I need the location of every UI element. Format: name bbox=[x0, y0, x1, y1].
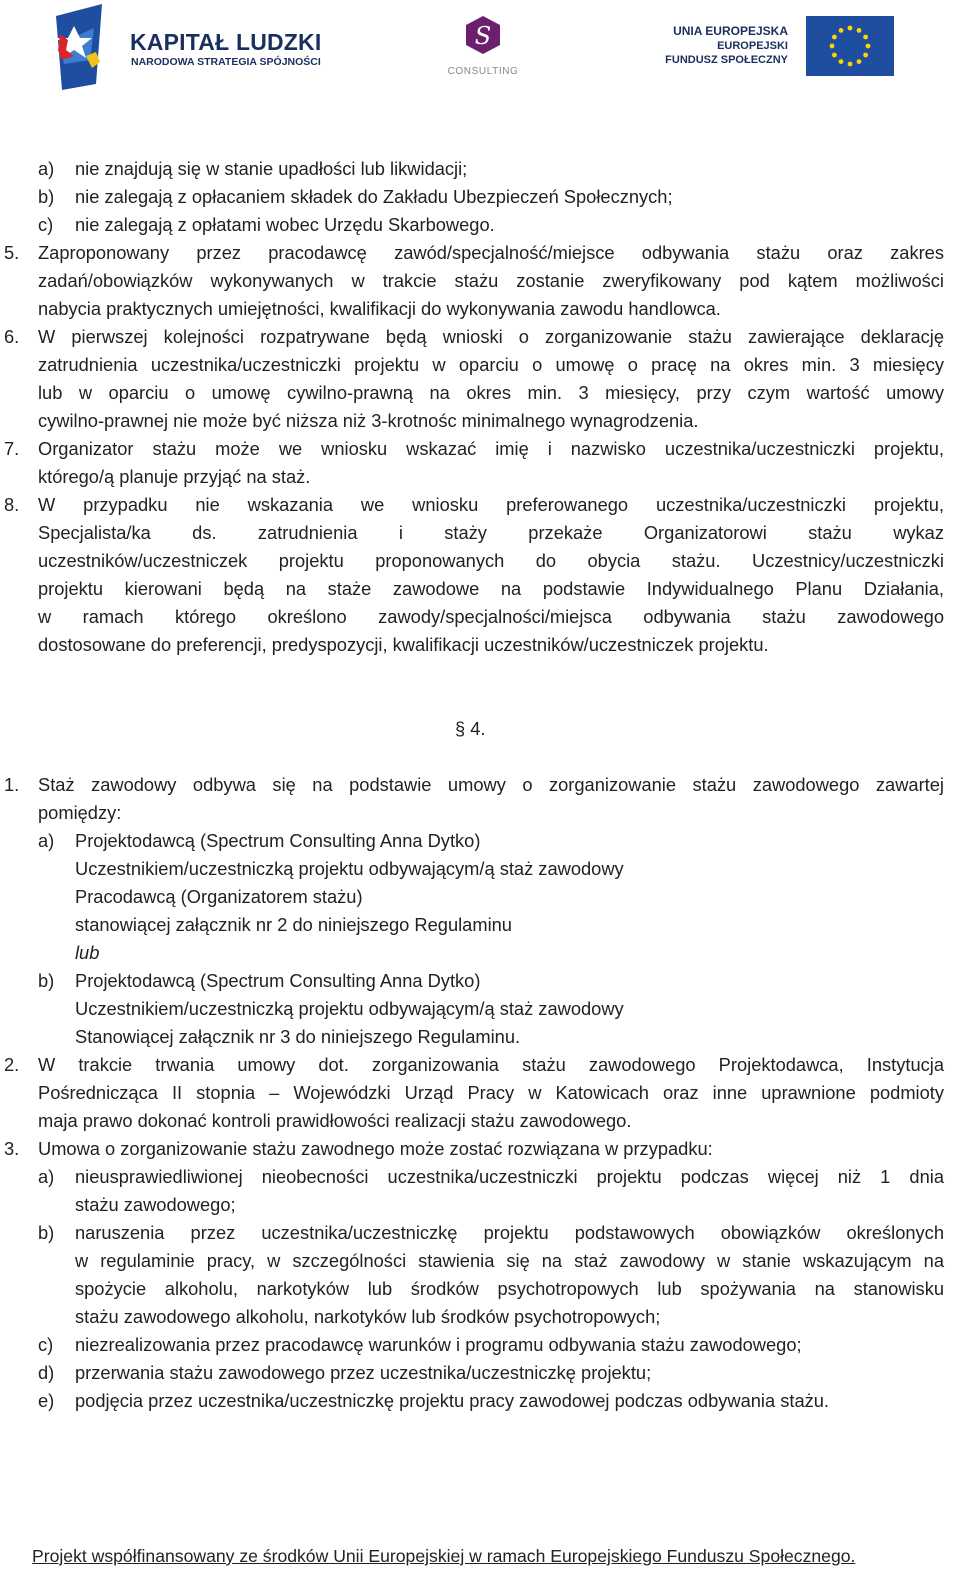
paragraph-line: pomiędzy: bbox=[38, 802, 122, 823]
eu-flag-icon bbox=[806, 16, 894, 76]
list-item-text: stanowiącej załącznik nr 2 do niniejszego Regulaminu bbox=[75, 914, 512, 935]
page-footer: Projekt współfinansowany ze środków Unii Europejskiej w ramach Europejskiego Funduszu Społecznego. bbox=[32, 1546, 856, 1566]
list-item-text: Uczestnikiem/uczestniczką projektu odbywającym/ą staż zawodowy bbox=[75, 998, 624, 1019]
list-marker: d) bbox=[38, 1362, 55, 1383]
kapital-ludzki-emblem-icon bbox=[52, 4, 122, 90]
list-item-text: nie zalegają z opłatami wobec Urzędu Skarbowego. bbox=[75, 214, 495, 235]
paragraph-line: W przypadku nie wskazania we wniosku preferowanego uczestnika/uczestniczki projektu, bbox=[38, 494, 944, 515]
page-header bbox=[0, 0, 960, 100]
paragraph-line: Staż zawodowy odbywa się na podstawie umowy o zorganizowanie stażu zawodowego zawartej bbox=[38, 774, 944, 795]
section-heading: § 4. bbox=[455, 718, 486, 739]
paragraph-line: Zaproponowany przez pracodawcę zawód/specjalność/miejsce odbywania stażu oraz zakres bbox=[38, 242, 944, 263]
paragraph-number: 1. bbox=[4, 774, 20, 795]
list-item-text: stażu zawodowego alkoholu, narkotyków lub środków psychotropowych; bbox=[75, 1306, 661, 1327]
list-marker: c) bbox=[38, 1334, 54, 1355]
list-marker: c) bbox=[38, 214, 54, 235]
list-item-text: w regulaminie pracy, w szczególności stawienia się na staż zawodowy w stanie wskazującym na bbox=[75, 1250, 944, 1271]
paragraph-line: maja prawo dokonać kontroli prawidłowości realizacji stażu zawodowego. bbox=[38, 1110, 632, 1131]
consulting-label: CONSULTING bbox=[447, 66, 519, 77]
or-separator: lub bbox=[75, 942, 100, 963]
paragraph-line: projektu kierowani będą na staże zawodowe na podstawie Indywidualnego Planu Działania, bbox=[38, 578, 944, 599]
list-marker: e) bbox=[38, 1390, 55, 1411]
eu-line-3: FUNDUSZ SPOŁECZNY bbox=[665, 54, 788, 66]
paragraph-line: zatrudnienia uczestnika/uczestniczki projektu w oparciu o umowę o pracę na okres min. 3 miesięcy bbox=[38, 354, 944, 375]
paragraph-number: 8. bbox=[4, 494, 20, 515]
eu-line-1: UNIA EUROPEJSKA bbox=[673, 24, 788, 38]
paragraph-line: Organizator stażu może we wniosku wskazać imię i nazwisko uczestnika/uczestniczki projektu, bbox=[38, 438, 944, 459]
paragraph-number: 2. bbox=[4, 1054, 20, 1075]
list-item-text: podjęcia przez uczestnika/uczestniczkę projektu pracy zawodowej podczas odbywania stażu. bbox=[75, 1390, 829, 1411]
svg-text:S: S bbox=[474, 22, 492, 50]
spectrum-consulting-logo bbox=[438, 14, 528, 80]
paragraph-line: cywilno-prawnej nie może być niższa niż 3-krotnośc minimalnego wynagrodzenia. bbox=[38, 410, 699, 431]
kapital-ludzki-title: KAPITAŁ LUDZKI bbox=[130, 29, 322, 55]
list-marker: a) bbox=[38, 158, 55, 179]
paragraph-number: 7. bbox=[4, 438, 20, 459]
list-item-text: spożycie alkoholu, narkotyków lub środków psychotropowych lub spożywania na stanowisku bbox=[75, 1278, 944, 1299]
list-item-text: nie znajdują się w stanie upadłości lub likwidacji; bbox=[75, 158, 468, 179]
paragraph-line: nabycia praktycznych umiejętności, kwalifikacji do wykonywania zawodu handlowca. bbox=[38, 298, 721, 319]
list-marker: a) bbox=[38, 1166, 55, 1187]
paragraph-line: zadań/obowiązków wykonywanych w trakcie stażu zostanie zweryfikowany pod kątem możliwości bbox=[38, 270, 944, 291]
list-item-text: Stanowiącej załącznik nr 3 do niniejszego Regulaminu. bbox=[75, 1026, 521, 1047]
list-item-text: nieusprawiedliwionej nieobecności uczestnika/uczestniczki projektu podczas więcej niż 1 dnia bbox=[75, 1166, 944, 1187]
paragraph-line: uczestników/uczestniczek projektu proponowanych do obycia stażu. Uczestnicy/uczestniczki bbox=[38, 550, 944, 571]
list-item-text: Projektodawcą (Spectrum Consulting Anna Dytko) bbox=[75, 830, 481, 851]
paragraph-line: W pierwszej kolejności rozpatrywane będą wnioski o zorganizowanie stażu zawierające deklarację bbox=[38, 326, 944, 347]
list-item-text: naruszenia przez uczestnika/uczestniczkę projektu podstawowych obowiązków określonych bbox=[75, 1222, 944, 1243]
paragraph-line: dostosowane do preferencji, predyspozycji, kwalifikacji uczestników/uczestniczek projektu. bbox=[38, 634, 769, 655]
paragraph-line: Pośrednicząca II stopnia – Wojewódzki Urząd Pracy w Katowicach oraz inne uprawnione podmioty bbox=[38, 1082, 944, 1103]
spectrum-s-emblem-icon bbox=[438, 14, 528, 64]
paragraph-line: Umowa o zorganizowanie stażu zawodnego może zostać rozwiązana w przypadku: bbox=[38, 1138, 713, 1159]
list-marker: a) bbox=[38, 830, 55, 851]
paragraph-number: 5. bbox=[4, 242, 20, 263]
list-item-text: niezrealizowania przez pracodawcę warunków i programu odbywania stażu zawodowego; bbox=[75, 1334, 802, 1355]
paragraph-line: lub w oparciu o umowę cywilno-prawną na okres min. 3 miesięcy, przy czym wartość umowy bbox=[38, 382, 944, 403]
list-marker: b) bbox=[38, 1222, 55, 1243]
paragraph-line: Specjalista/ka ds. zatrudnienia i staży przekaże Organizatorowi stażu wykaz bbox=[38, 522, 944, 543]
list-item-text: Projektodawcą (Spectrum Consulting Anna Dytko) bbox=[75, 970, 481, 991]
kapital-ludzki-logo bbox=[52, 4, 342, 90]
paragraph-line: którego/ą planuje przyjąć na staż. bbox=[38, 466, 311, 487]
list-marker: b) bbox=[38, 186, 55, 207]
list-item-text: Uczestnikiem/uczestniczką projektu odbywającym/ą staż zawodowy bbox=[75, 858, 624, 879]
list-item-text: przerwania stażu zawodowego przez uczestnika/uczestniczkę projektu; bbox=[75, 1362, 652, 1383]
paragraph-line: w ramach którego określono zawody/specjalności/miejsca odbywania stażu zawodowego bbox=[38, 606, 944, 627]
list-marker: b) bbox=[38, 970, 55, 991]
list-item-text: nie zalegają z opłacaniem składek do Zakładu Ubezpieczeń Społecznych; bbox=[75, 186, 673, 207]
kapital-ludzki-subtitle: NARODOWA STRATEGIA SPÓJNOŚCI bbox=[131, 56, 321, 68]
eu-efs-logo bbox=[665, 14, 896, 78]
paragraph-number: 3. bbox=[4, 1138, 20, 1159]
paragraph-line: W trakcie trwania umowy dot. zorganizowania stażu zawodowego Projektodawca, Instytucja bbox=[38, 1054, 944, 1075]
eu-line-2: EUROPEJSKI bbox=[717, 40, 788, 52]
list-item-text: stażu zawodowego; bbox=[75, 1194, 236, 1215]
list-item-text: Pracodawcą (Organizatorem stażu) bbox=[75, 886, 363, 907]
paragraph-number: 6. bbox=[4, 326, 20, 347]
